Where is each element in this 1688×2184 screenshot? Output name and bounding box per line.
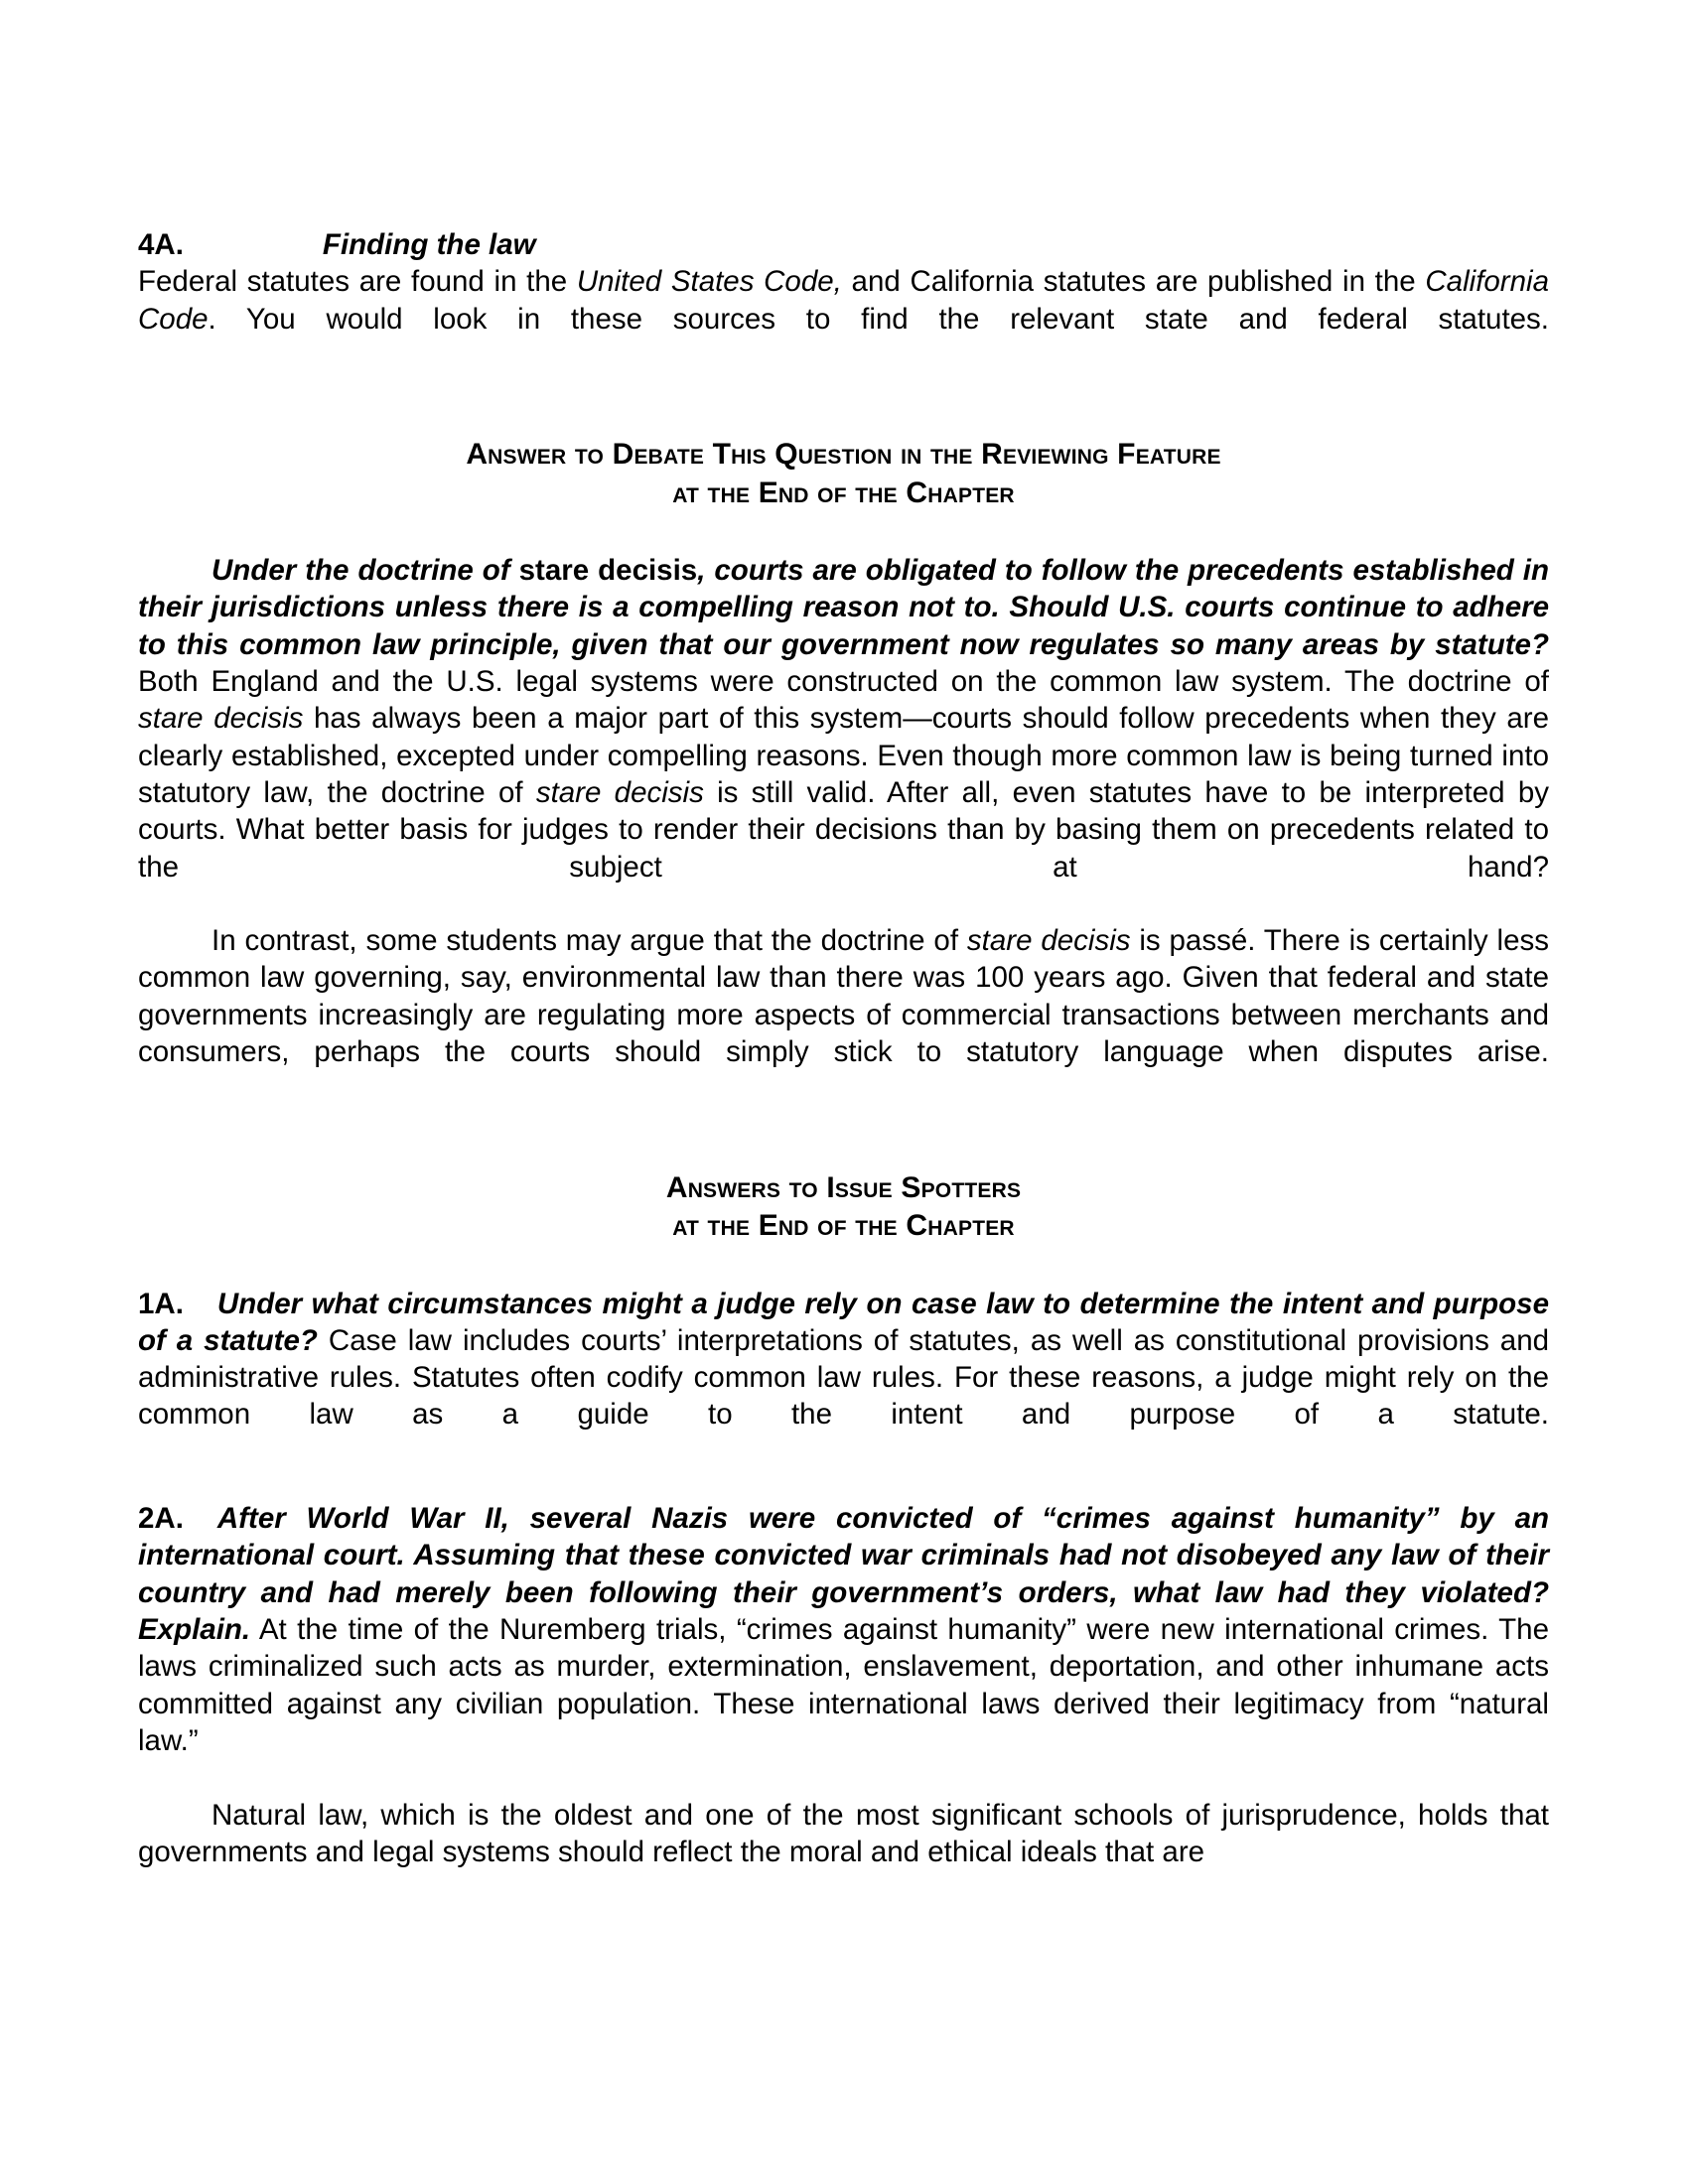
question-1a-number: 1A.	[138, 1287, 184, 1320]
question-2a-answer-part1: At the time of the Nuremberg trials, “crimes against humanity” were new international crimes. The laws criminalized such acts as murder, extermination, enslavement, deportation, and other inhumane acts committed against any civilian population. These international laws derived their legitimacy from “natural law.”	[138, 1613, 1549, 1757]
spacer	[138, 1470, 1549, 1500]
debate-answer-paragraph-2	[138, 922, 1549, 1108]
section-4a-heading	[138, 226, 1549, 263]
term-stare-decisis: stare decisis	[966, 924, 1131, 958]
citation-california-code: California Code	[138, 265, 1549, 336]
spacer	[138, 512, 1549, 552]
text-run: is still valid. After all, even statutes have to be interpreted by courts. What better basis for judges to render their decisions than by basing them on precedents related to the subject at hand?	[138, 775, 1549, 884]
heading-spotters-line2: at the End of the Chapter	[672, 1209, 1015, 1243]
spacer	[138, 1246, 1549, 1286]
heading-debate-line1: Answer to Debate This Question in the Reviewing Feature	[466, 438, 1221, 472]
citation-united-states-code: United States Code,	[576, 265, 842, 299]
question-2a-number: 2A.	[138, 1502, 184, 1536]
spacer	[138, 1108, 1549, 1169]
text-run: . You would look in these sources to find the relevant state and federal statutes.	[208, 302, 1549, 336]
document-content	[138, 226, 1549, 1870]
question-1a-prompt: Under what circumstances might a judge rely on case law to determine the intent and purpose of a statute?	[138, 1287, 1549, 1357]
section-4a-body	[138, 263, 1549, 374]
text-run: Both England and the U.S. legal systems were constructed on the common law system. The doctrine of	[138, 664, 1549, 698]
text-run: is passé. There is certainly less common law governing, say, environmental law than there was 100 years ago. Given that federal and state governments increasingly are regulating more aspects of commercial transactions between merchants and consumers, perhaps the courts should simply stick to statutory language when disputes arise.	[138, 924, 1549, 1069]
question-1a	[138, 1286, 1549, 1471]
text-run: Federal statutes are found in the	[138, 265, 577, 299]
text-run: has always been a major part of this system—courts should follow precedents when they are clearly established, excepted under compelling reasons. Even though more common law is being turned into statutory law, the doctrine of	[138, 702, 1549, 809]
heading-spotters-line1: Answers to Issue Spotters	[665, 1170, 1022, 1204]
term-stare-decisis: stare decisis	[138, 702, 304, 736]
text-run: and California statutes are published in the	[841, 265, 1426, 299]
question-2a-prompt: After World War II, several Nazis were convicted of “crimes against humanity” by an international court. Assuming that these convicted war criminals had not disobeyed any law of their country and had merely been following their government’s orders, what law had they violated? Explain.	[138, 1502, 1549, 1646]
text-run: In contrast, some students may argue that the doctrine of	[211, 924, 967, 958]
section-4a-number: 4A.	[138, 228, 184, 261]
debate-prompt-stare-decisis: stare decisis	[518, 554, 698, 588]
term-stare-decisis: stare decisis	[535, 775, 704, 809]
question-1a-answer: Case law includes courts’ interpretations of statutes, as well as constitutional provisions and administrative rules. Statutes often codify common law rules. For these reasons, a judge might rely on the common law as a guide to the intent and purpose of a statute.	[138, 1323, 1550, 1432]
debate-answer-paragraph-1	[138, 552, 1549, 922]
debate-prompt-part2: , courts are obligated to follow the precedents established in their jurisdictions unless there is a compelling reason not to. Should U.S. courts continue to adhere to this common law principle, given that our government now regulates so many areas by statute?	[138, 554, 1550, 661]
debate-prompt-part1: Under the doctrine of	[211, 554, 519, 588]
spacer	[138, 374, 1549, 436]
question-2a-answer-paragraph-2: Natural law, which is the oldest and one of the most significant schools of jurisprudence, holds that governments and legal systems should reflect the moral and ethical ideals that are	[138, 1798, 1549, 1868]
question-2a	[138, 1500, 1549, 1797]
section-4a-title: Finding the law	[322, 228, 536, 261]
heading-debate-line2: at the End of the Chapter	[672, 476, 1015, 509]
